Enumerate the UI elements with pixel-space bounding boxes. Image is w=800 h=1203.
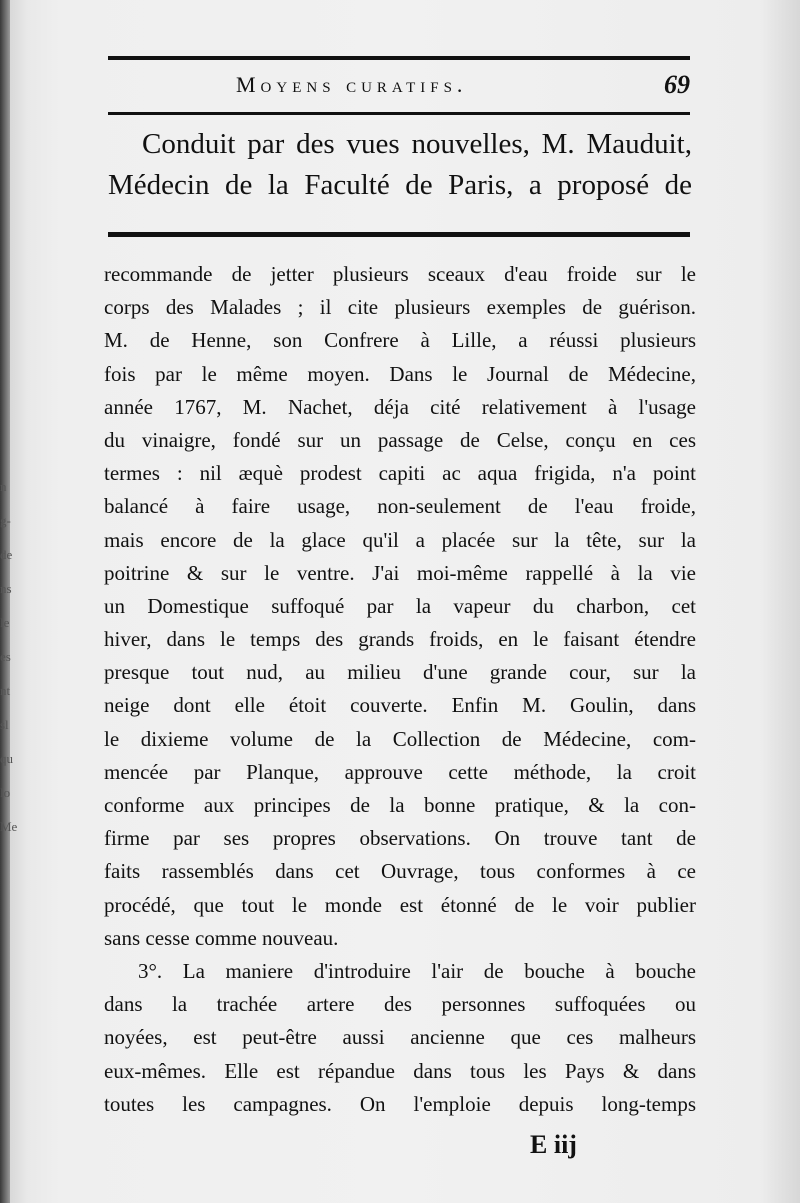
margin-fragment: es: [0, 649, 11, 664]
text-line: M. de Henne, son Confrere à Lille, a réussi plusieurs: [104, 328, 696, 353]
margin-fragment: n: [0, 479, 7, 494]
text-line: sans cesse comme nouveau.: [104, 925, 339, 950]
text-line: toutes les campagnes. On l'emploie depuis long-temps: [104, 1091, 696, 1116]
running-title: Moyens curatifs.: [236, 72, 468, 97]
running-head: [108, 66, 690, 106]
slip-bottom-rule: [108, 232, 690, 237]
text-line: du vinaigre, fondé sur un passage de Celse, conçu en ces: [104, 427, 696, 452]
text-line: poitrine & sur le ventre. J'ai moi-même rappellé à la vie: [104, 560, 696, 585]
margin-fragment: nt: [0, 683, 11, 698]
text-line: presque tout nud, au milieu d'une grande cour, sur la: [104, 660, 696, 685]
text-line: le dixieme volume de la Collection de Médecine, com-: [104, 726, 696, 751]
text-line: recommande de jetter plusieurs sceaux d'eau froide sur le: [104, 262, 696, 286]
text-line: balancé à faire usage, non-seulement de l'eau froide,: [104, 494, 696, 519]
adjacent-page-fragments: [0, 470, 30, 844]
text-line: neige dont elle étoit couverte. Enfin M. Goulin, dans: [104, 693, 696, 718]
margin-fragment: qu: [0, 751, 13, 766]
margin-fragment: ns: [0, 581, 12, 596]
text-line: fois par le même moyen. Dans le Journal de Médecine,: [104, 361, 696, 386]
signature-mark: E iij: [530, 1130, 577, 1159]
margin-fragment: g-: [0, 513, 11, 528]
margin-fragment: Me: [0, 819, 18, 834]
margin-fragment: lo: [0, 785, 11, 800]
text-line: hiver, dans le temps des grands froids, en le faisant étendre: [104, 627, 696, 652]
margin-fragment: le: [0, 615, 10, 630]
text-line: mencée par Planque, approuve cette méthode, la croit: [104, 759, 696, 784]
text-line: noyées, est peut-être aussi ancienne que ces malheurs: [104, 1025, 696, 1050]
pasted-opening-slip: [108, 124, 692, 206]
text-line: année 1767, M. Nachet, déja cité relativement à l'usage: [104, 394, 696, 419]
text-line: procédé, que tout le monde est étonné de le voir publier: [104, 892, 696, 917]
text-line: termes : nil æquè prodest capiti ac aqua frigida, n'a point: [104, 461, 696, 486]
text-line: eux-mêmes. Elle est répandue dans tous les Pays & dans: [104, 1058, 696, 1083]
page-number: 69: [664, 70, 690, 99]
text-line: corps des Malades ; il cite plusieurs exemples de guérison.: [104, 295, 696, 320]
opening-line: Conduit par des vues nouvelles, M. Mauduit,: [142, 128, 692, 160]
paragraph-start-line: 3°. La maniere d'introduire l'air de bouche à bouche: [138, 958, 696, 983]
text-line: faits rassemblés dans cet Ouvrage, tous conformes à ce: [104, 859, 696, 884]
margin-fragment: de: [0, 547, 13, 562]
header-rule: [108, 112, 690, 115]
margin-fragment: sl: [0, 717, 9, 732]
text-line: firme par ses propres observations. On trouve tant de: [104, 826, 696, 851]
text-line: conforme aux principes de la bonne pratique, & la con-: [104, 793, 696, 817]
top-rule: [108, 56, 690, 60]
text-line: un Domestique suffoqué par la vapeur du charbon, cet: [104, 593, 696, 618]
opening-line: Médecin de la Faculté de Paris, a proposé de: [108, 169, 692, 201]
text-line: mais encore de la glace qu'il a placée sur la tête, sur la: [104, 527, 696, 552]
text-line: dans la trachée artere des personnes suffoquées ou: [104, 992, 696, 1017]
body-text: [104, 258, 696, 1121]
